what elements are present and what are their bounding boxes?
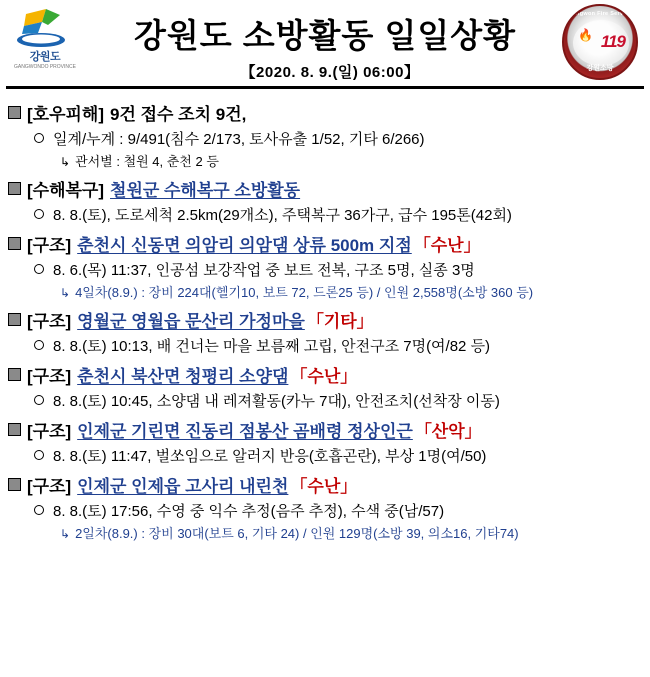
incident-block <box>8 417 642 466</box>
circle-bullet-icon <box>34 133 44 143</box>
incident-detail <box>34 445 642 466</box>
incident-block <box>8 231 642 301</box>
square-bullet-icon <box>8 478 21 491</box>
incident-category: [구조] <box>27 477 72 496</box>
circle-bullet-icon <box>34 340 44 350</box>
incident-detail-text: 일계/누계 : 9/491(침수 2/173, 토사유출 1/52, 기타 6/266) <box>53 131 425 148</box>
incident-title: 9건 접수 조치 9건, <box>110 105 247 124</box>
report-date: 【2020. 8. 9.(일) 06:00】 <box>240 64 420 81</box>
fire-service-emblem <box>562 4 640 80</box>
arrow-icon: ↳ <box>60 527 71 541</box>
page-title: 강원도 소방활동 일일상황 <box>134 17 516 54</box>
emblem-number: 119 <box>600 32 625 51</box>
incident-detail <box>34 259 642 280</box>
incident-category: [구조] <box>27 422 72 441</box>
incident-heading <box>8 472 642 497</box>
report-body <box>0 89 650 542</box>
incident-category: [호우피해] <box>27 105 105 124</box>
incident-heading <box>8 362 642 387</box>
square-bullet-icon <box>8 368 21 381</box>
incident-category: [구조] <box>27 367 72 386</box>
incident-title: 춘천시 북산면 청평리 소양댐 <box>77 367 289 386</box>
incident-subdetail <box>60 282 642 301</box>
square-bullet-icon <box>8 106 21 119</box>
province-logo-label: 강원도 <box>29 51 61 63</box>
incident-detail <box>34 335 642 356</box>
incident-title: 인제군 인제읍 고사리 내린천 <box>77 477 289 496</box>
incident-category: [구조] <box>27 312 72 331</box>
document-header <box>0 0 650 84</box>
province-logo-mark <box>8 6 78 50</box>
incident-detail-text: 8. 8.(토) 11:47, 벌쏘임으로 알러지 반응(호흡곤란), 부상 1명(여/50) <box>53 448 487 465</box>
incident-detail-text: 8. 6.(목) 11:37, 인공섬 보강작업 중 보트 전복, 구조 5명, 실종 3명 <box>53 262 475 279</box>
square-bullet-icon <box>8 237 21 250</box>
incident-detail <box>34 128 642 149</box>
incident-subdetail <box>60 151 642 170</box>
province-logo-sublabel: GANGWONDO PROVINCE <box>14 64 76 70</box>
emblem-bottom-text: 강원소방 <box>586 65 614 72</box>
gangwon-province-logo <box>8 6 82 72</box>
incident-heading <box>8 231 642 256</box>
incident-block <box>8 100 642 170</box>
emblem-circle <box>562 4 638 80</box>
incident-heading <box>8 307 642 332</box>
incident-heading <box>8 417 642 442</box>
incident-block <box>8 472 642 542</box>
incident-type-tag: 「수난」 <box>413 236 481 255</box>
emblem-inner <box>573 20 629 66</box>
firefighter-icon: 🔥 <box>578 28 593 42</box>
incident-title: 인제군 기린면 진동리 점봉산 곰배령 정상인근 <box>77 422 413 441</box>
incident-type-tag: 「기타」 <box>306 312 374 331</box>
incident-title: 철원군 수해복구 소방활동 <box>110 181 301 200</box>
circle-bullet-icon <box>34 209 44 219</box>
circle-bullet-icon <box>34 395 44 405</box>
incident-subdetail-text: 관서별 : 철원 4, 춘천 2 등 <box>75 154 219 169</box>
emblem-top-text: Gangwon Fire Service <box>568 11 632 17</box>
incident-type-tag: 「산악」 <box>414 422 482 441</box>
incident-title: 영월군 영월읍 문산리 가정마을 <box>77 312 305 331</box>
circle-bullet-icon <box>34 264 44 274</box>
incident-category: [수해복구] <box>27 181 105 200</box>
circle-bullet-icon <box>34 450 44 460</box>
incident-heading <box>8 176 642 201</box>
incident-heading <box>8 100 642 125</box>
incident-subdetail-text: 4일차(8.9.) : 장비 224대(헬기10, 보트 72, 드론25 등) / 인원 2,558명(소방 360 등) <box>75 285 534 300</box>
square-bullet-icon <box>8 313 21 326</box>
arrow-icon: ↳ <box>60 286 71 300</box>
incident-category: [구조] <box>27 236 72 255</box>
incident-detail <box>34 390 642 411</box>
circle-bullet-icon <box>34 505 44 515</box>
incident-detail-text: 8. 8.(토) 17:56, 수영 중 익수 추정(음주 추정), 수색 중(남/57) <box>53 503 445 520</box>
incident-block <box>8 362 642 411</box>
incident-detail-text: 8. 8.(토), 도로세척 2.5km(29개소), 주택복구 36가구, 급수 195톤(42회) <box>53 207 512 224</box>
incident-block <box>8 176 642 225</box>
arrow-icon: ↳ <box>60 155 71 169</box>
province-logo-svg <box>8 6 78 50</box>
square-bullet-icon <box>8 182 21 195</box>
incident-subdetail-text: 2일차(8.9.) : 장비 30대(보트 6, 기타 24) / 인원 129명(소방 39, 의소16, 기타74) <box>75 526 519 541</box>
incident-block <box>8 307 642 356</box>
incident-detail <box>34 204 642 225</box>
incident-detail-text: 8. 8.(토) 10:45, 소양댐 내 레져활동(카누 7대), 안전조치(선착장 이동) <box>53 393 500 410</box>
incident-subdetail <box>60 523 642 542</box>
incident-detail <box>34 500 642 521</box>
square-bullet-icon <box>8 423 21 436</box>
incident-detail-text: 8. 8.(토) 10:13, 배 건너는 마을 보름째 고립, 안전구조 7명(여/82 등) <box>53 338 491 355</box>
incident-title: 춘천시 신동면 의암리 의암댐 상류 500m 지점 <box>77 236 412 255</box>
incident-type-tag: 「수난」 <box>290 367 358 386</box>
incident-type-tag: 「수난」 <box>290 477 358 496</box>
